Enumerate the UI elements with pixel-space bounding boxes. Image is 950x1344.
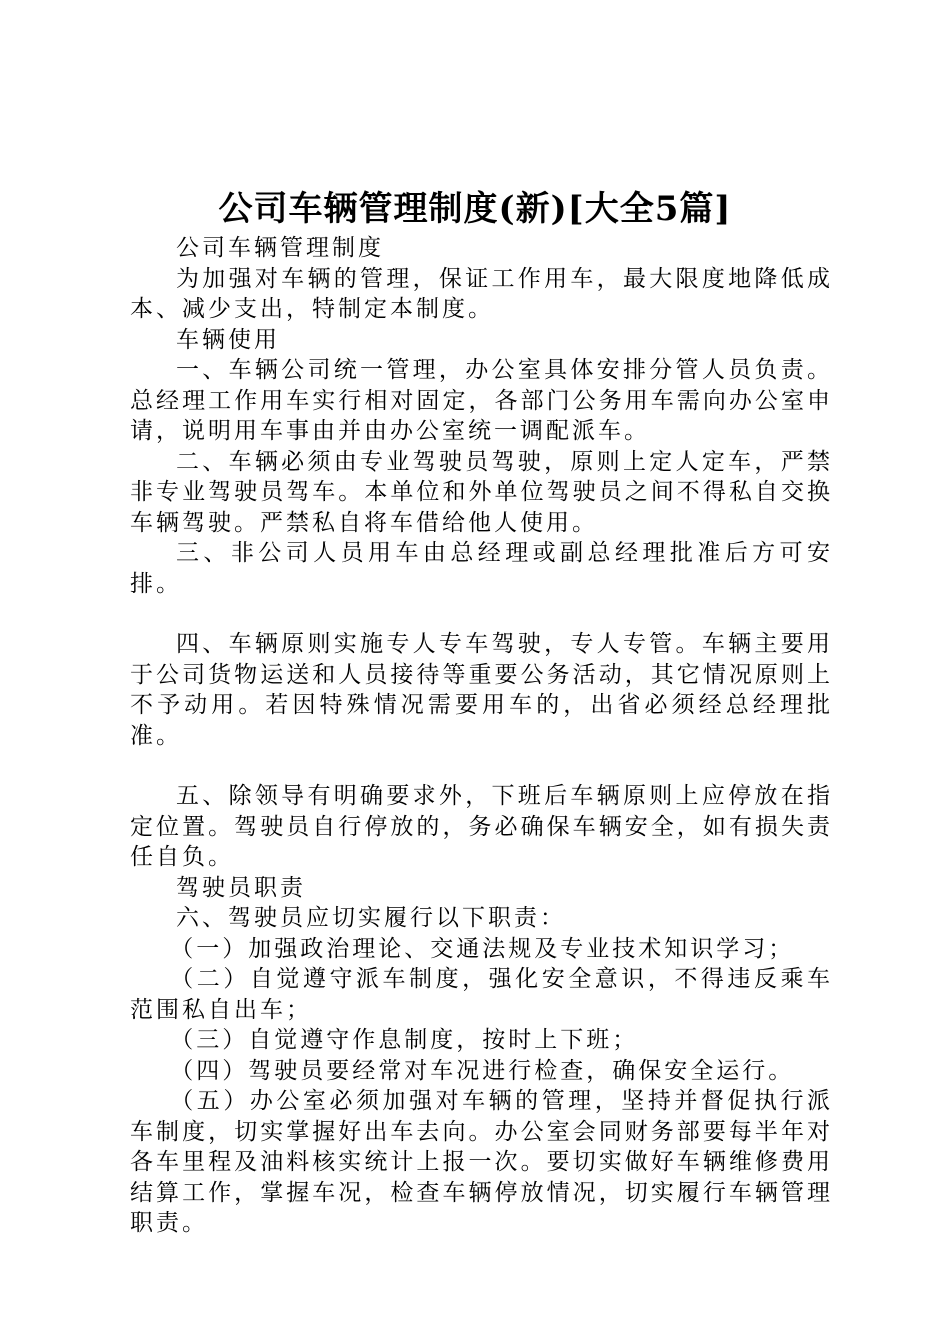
paragraph-duty-5: （五）办公室必须加强对车辆的管理，坚持并督促执行派车制度，切实掌握好出车去向。办公室会同财务部要每半年对各车里程及油料核实统计上报一次。要切实做好车辆维修费用结算工作，掌握车况，检查车辆停放情况，切实履行车辆管理职责。: [130, 1088, 833, 1236]
document-title: 公司车辆管理制度(新)[大全5篇]: [218, 189, 732, 229]
paragraph-heading-vehicle-use: 车辆使用: [176, 326, 280, 353]
paragraph-clause-2: 二、车辆必须由专业驾驶员驾驶，原则上定人定车，严禁非专业驾驶员驾车。本单位和外单位驾驶员之间不得私自交换车辆驾驶。严禁私自将车借给他人使用。: [130, 448, 833, 536]
document-body: [130, 233, 833, 1239]
paragraph-duty-1: （一）加强政治理论、交通法规及专业技术知识学习；: [170, 935, 795, 962]
paragraph-purpose: 为加强对车辆的管理，保证工作用车，最大限度地降低成本、减少支出，特制定本制度。: [130, 265, 833, 322]
paragraph-heading-driver-duties: 驾驶员职责: [176, 874, 306, 901]
paragraph-duty-2: （二）自觉遵守派车制度，强化安全意识，不得违反乘车范围私自出车；: [130, 966, 833, 1023]
paragraph-clause-1: 一、车辆公司统一管理，办公室具体安排分管人员负责。总经理工作用车实行相对固定，各部门公务用车需向办公室申请，说明用车事由并由办公室统一调配派车。: [130, 357, 833, 444]
paragraph-duty-3: （三）自觉遵守作息制度，按时上下班；: [170, 1027, 639, 1053]
paragraph-duty-4: （四）驾驶员要经常对车况进行检查，确保安全运行。: [170, 1057, 795, 1084]
paragraph-clause-3: 三、非公司人员用车由总经理或副总经理批准后方可安排。: [130, 540, 833, 597]
paragraph-clause-4: 四、车辆原则实施专人专车驾驶，专人专管。车辆主要用于公司货物运送和人员接待等重要公务活动，其它情况原则上不予动用。若因特殊情况需要用车的，出省必须经总经理批准。: [130, 631, 833, 749]
paragraph-clause-5: 五、除领导有明确要求外，下班后车辆原则上应停放在指定位置。驾驶员自行停放的，务必确保车辆安全，如有损失责任自负。: [130, 783, 833, 870]
paragraph-heading-company-vehicle-policy: 公司车辆管理制度: [176, 235, 384, 261]
paragraph-clause-6: 六、驾驶员应切实履行以下职责：: [176, 905, 566, 931]
